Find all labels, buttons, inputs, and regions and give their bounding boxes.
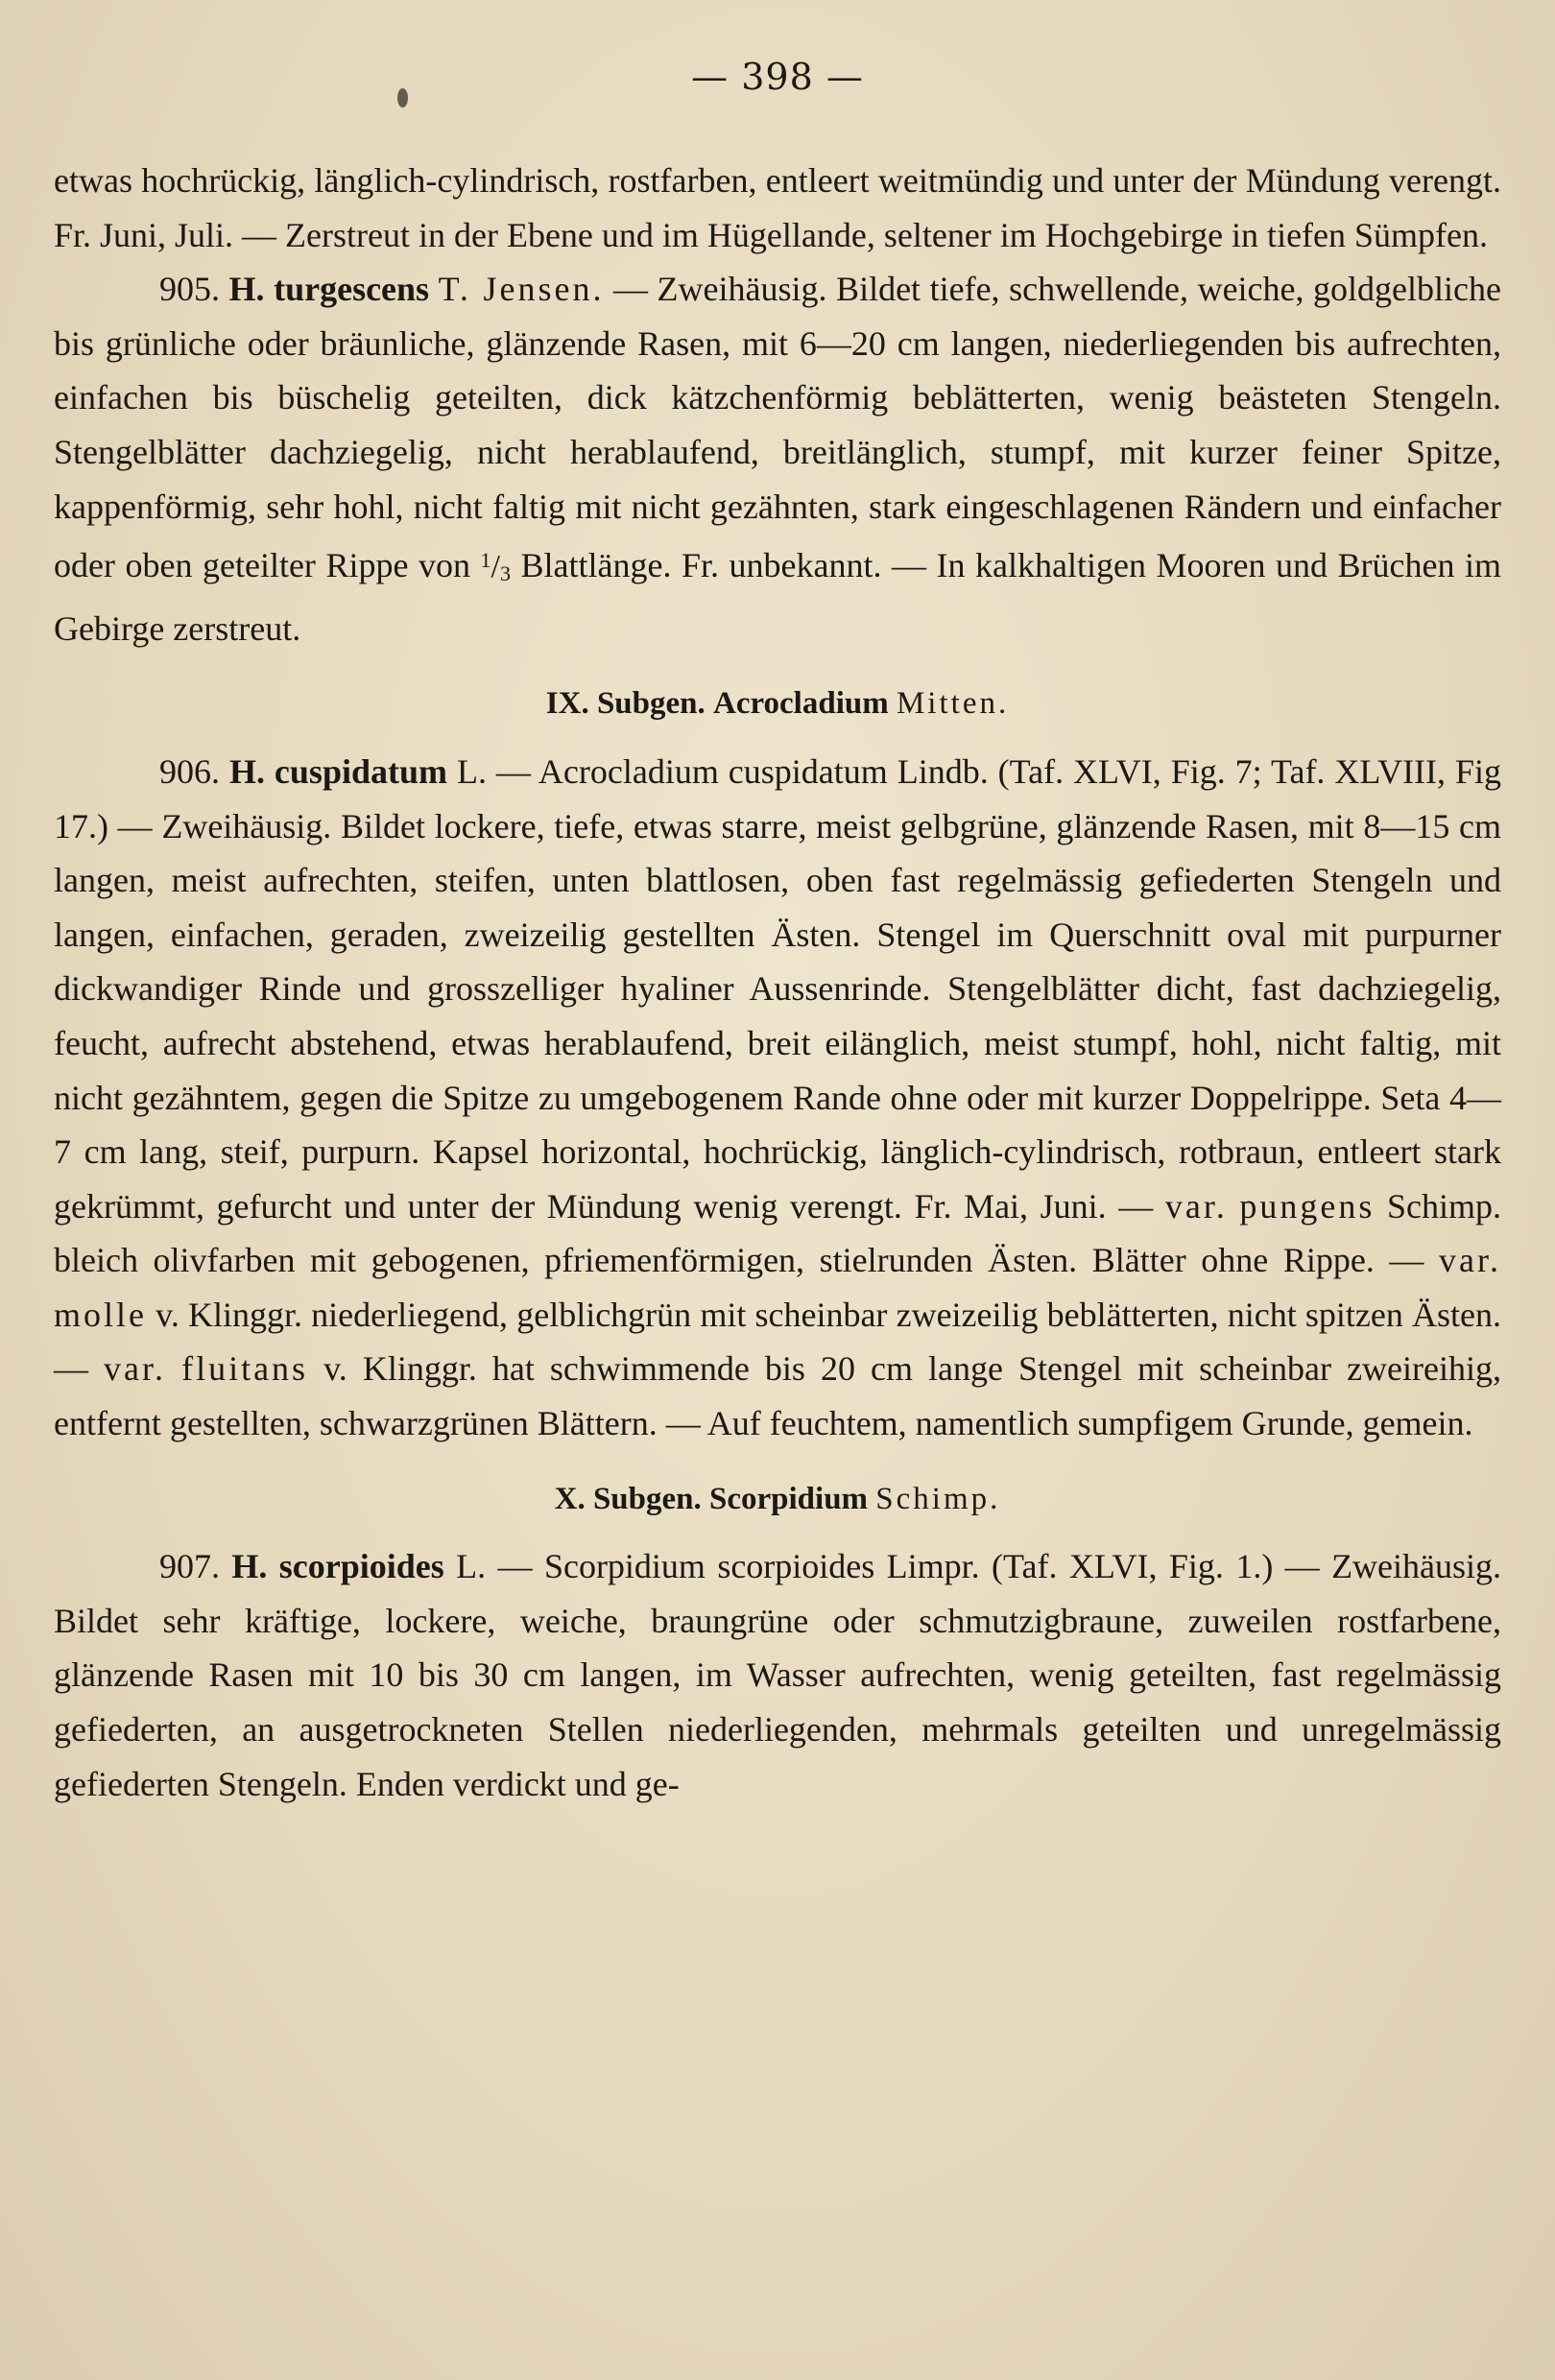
entry-905-fraction: $^1/_3$ — [480, 548, 511, 586]
entry-906-species: H. cuspidatum — [228, 751, 447, 791]
var1-text: Schimp. bleich olivfarben mit gebogenen, pfriemenförmigen, stielrunden Ästen. Blätter ohne Rippe. — — [54, 1186, 1502, 1280]
ink-speck — [397, 88, 408, 107]
var3-name: fluitans — [181, 1349, 309, 1389]
var1-label: var. — [1164, 1186, 1228, 1226]
entry-905-author: T. Jensen. — [438, 270, 605, 309]
entry-905-number: 905. — [159, 270, 220, 309]
entry-907-author: L. — [456, 1547, 487, 1586]
entry-906-author: L. — [456, 751, 487, 791]
page-body — [54, 154, 1501, 1811]
entry-907 — [54, 1539, 1501, 1811]
var1-name: pungens — [1239, 1186, 1376, 1226]
entry-905-text-b: Blattlänge. Fr. unbekannt. — In kalkhaltigen Mooren und Brüchen im Gebirge zerstreut. — [54, 546, 1502, 648]
entry-905-species: H. turgescens — [228, 270, 430, 309]
var2-text: v. Klinggr. niederliegend, gelblichgrün mit scheinbar zweizeilig beblätterten, nicht spitzen Ästen. — — [54, 1295, 1501, 1389]
subgen-x-name: Scorpidium — [709, 1481, 869, 1516]
entry-905-text-a: — Zweihäusig. Bildet tiefe, schwellende, weiche, goldgelbliche bis grünliche oder bräunliche, glänzende Rasen, mit 6—20 cm langen, niederliegenden bis aufrechten, einfachen bis büschelig geteilten, dick kätzchenförmig beblätterten, wenig beästeten Stengeln. Stengelblätter dachziegelig, nicht herablaufend, breitlänglich, stumpf, mit kurzer feiner Spitze, kappenförmig, sehr hohl, nicht faltig mit nicht gezähnten, stark eingeschlagenen Rändern und einfacher oder oben geteilter Rippe von — [54, 270, 1501, 585]
var2-label: var. — [1439, 1241, 1502, 1280]
entry-907-text-a: — Scorpidium scorpioides Limpr. (Taf. XLVI, Fig. 1.) — Zweihäusig. Bildet sehr kräftige, lockere, weiche, braungrüne oder schmutzigbraune, zuweilen rostfarbene, glänzende Rasen mit 10 bis 30 cm langen, im Wasser aufrechten, wenig geteilten, fast regelmässig gefiederten, an ausgetrockneten Stellen niederliegenden, mehrmals geteilten und unregelmässig gefiederten Stengeln. Enden verdickt und ge- — [54, 1547, 1502, 1803]
subgen-ix-author: Mitten. — [896, 686, 1010, 722]
subgen-x-prefix: X. Subgen. — [554, 1481, 702, 1516]
subgen-ix-name: Acrocladium — [713, 686, 889, 722]
entry-906-number: 906. — [159, 751, 220, 791]
var2-name: molle — [54, 1295, 147, 1334]
entry-907-species: H. scorpioides — [231, 1547, 444, 1586]
subgenus-heading-x — [54, 1472, 1501, 1527]
var3-text: v. Klinggr. hat schwimmende bis 20 cm lange Stengel mit scheinbar zweireihig, entfernt gestellten, schwarzgrünen Blättern. — Auf feuchtem, namentlich sumpfigem Grunde, gemein. — [54, 1349, 1501, 1443]
var3-label: var. — [104, 1349, 167, 1389]
entry-906 — [54, 745, 1501, 1451]
entry-907-number: 907. — [159, 1547, 220, 1586]
continuation-paragraph: etwas hochrückig, länglich-cylindrisch, rostfarben, entleert weitmündig und unter der Mündung verengt. Fr. Juni, Juli. — Zerstreut in der Ebene und im Hügellande, seltener im Hochgebirge in tiefen Sümpfen. — [54, 161, 1501, 254]
entry-905 — [54, 262, 1501, 655]
entry-906-text-a: — Acrocladium cuspidatum Lindb. (Taf. XLVI, Fig. 7; Taf. XLVIII, Fig 17.) — Zweihäusig. Bildet lockere, tiefe, etwas starre, meist gelbgrüne, glänzende Rasen, mit 8—15 cm langen, meist aufrechten, steifen, unten blattlosen, oben fast regelmässig gefiederten Stengeln und langen, einfachen, geraden, zweizeilig gestellten Ästen. Stengel im Querschnitt oval mit purpurner dickwandiger Rinde und grosszelliger hyaliner Aussenrinde. Stengelblätter dicht, fast dachziegelig, feucht, aufrecht abstehend, etwas herablaufend, breit eilänglich, meist stumpf, hohl, nicht faltig, mit nicht gezähntem, gegen die Spitze zu umgebogenem Rande ohne oder mit kurzer Doppelrippe. Seta 4—7 cm lang, steif, purpurn. Kapsel horizontal, hochrückig, länglich-cylindrisch, rotbraun, entleert stark gekrümmt, gefurcht und unter der Mündung wenig verengt. Fr. Mai, Juni. — — [54, 751, 1502, 1226]
subgen-x-author: Schimp. — [875, 1481, 1001, 1516]
subgen-ix-prefix: IX. Subgen. — [545, 686, 706, 722]
page-number: — 398 — — [691, 56, 864, 98]
subgenus-heading-ix — [54, 677, 1501, 731]
